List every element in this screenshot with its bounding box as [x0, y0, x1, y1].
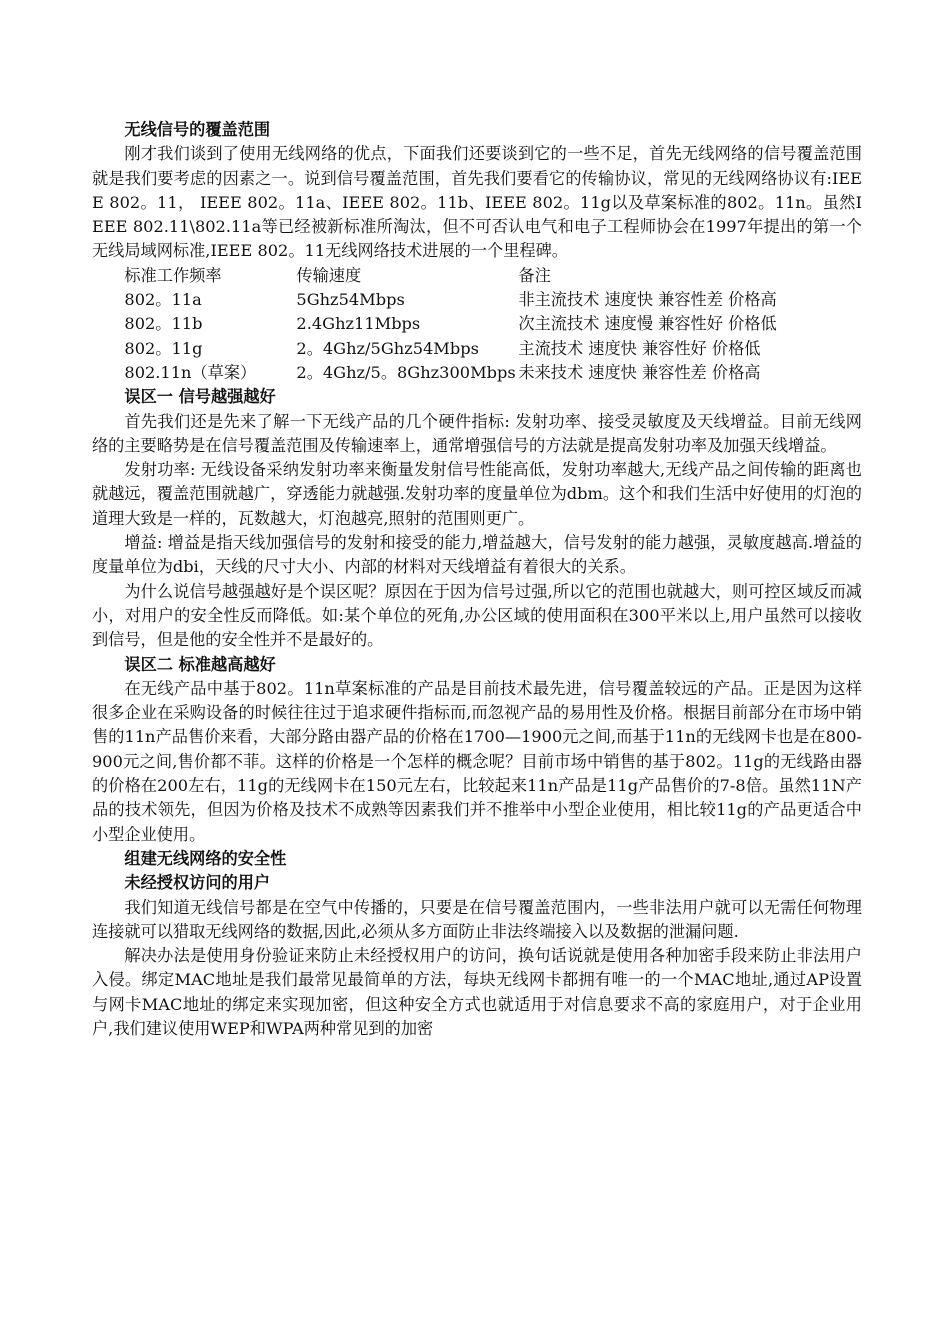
table-row	[124, 337, 848, 361]
table-cell: 802。11b	[124, 314, 203, 334]
section-heading-unauthorized-users: 未经授权访问的用户	[124, 873, 271, 893]
table-cell: 2.4Ghz11Mbps	[296, 314, 421, 334]
table-header-notes: 备注	[518, 265, 551, 285]
table-row	[124, 361, 848, 385]
document-page	[92, 118, 862, 1041]
section-heading-myth-one: 误区一 信号越强越好	[124, 387, 276, 407]
table-header-speed: 传输速度	[296, 265, 362, 285]
table-cell: 2。4Ghz/5Ghz54Mbps	[296, 338, 479, 358]
table-cell: 802.11n（草案）	[124, 362, 257, 382]
table-header-row	[124, 264, 848, 288]
paragraph-transmit-power: 发射功率: 无线设备采纳发射功率来衡量发射信号性能高低，发射功率越大,无线产品之间传输的距离也就越远，覆盖范围就越广，穿透能力就越强.发射功率的度量单位为dbm。这个和我们生活中好使用的灯泡的道理大致是一样的，瓦数越大，灯泡越亮,照射的范围则更广。	[92, 460, 862, 528]
paragraph-unauthorized-solution: 解决办法是使用身份验证来防止未经授权用户的访问，换句话说就是使用各种加密手段来防止非法用户入侵。绑定MAC地址是我们最常见最简单的方法，每块无线网卡都拥有唯一的一个MAC地址,通过AP设置与网卡MAC地址的绑定来实现加密，但这种安全方式也就适用于对信息要求不高的家庭用户，对于企业用户,我们建议使用WEP和WPA两种常见到的加密	[92, 946, 862, 1038]
table-cell: 5Ghz54Mbps	[296, 290, 405, 310]
section-heading-myth-two: 误区二 标准越高越好	[124, 654, 276, 674]
table-cell: 802。11a	[124, 290, 202, 310]
section-heading-security: 组建无线网络的安全性	[124, 848, 287, 868]
paragraph-unauthorized-intro: 我们知道无线信号都是在空气中传播的，只要是在信号覆盖范围内，一些非法用户就可以无需任何物理连接就可以猎取无线网络的数据,因此,必须从多方面防止非法终端接入以及数据的泄漏问题.	[92, 897, 862, 941]
paragraph-myth-one-reason: 为什么说信号越强越好是个误区呢？原因在于因为信号过强,所以它的范围也就越大，则可控区域反而减小，对用户的安全性反而降低。如:某个单位的死角,办公区域的使用面积在300平米以上,用户虽然可以接收到信号，但是他的安全性并不是最好的。	[92, 581, 862, 650]
paragraph-coverage: 刚才我们谈到了使用无线网络的优点，下面我们还要谈到它的一些不足，首先无线网络的信号覆盖范围就是我们要考虑的因素之一。说到信号覆盖范围，首先我们要看它的传输协议，常见的无线网络协议有:IEEE 802。11， IEEE 802。11a、IEEE 802。11b、IEEE 802。11g以及草案标准的802。11n。虽然IEEE 802.11\802.11a等已经被新标准所淘汰，但不可否认电气和电子工程师协会在1997年提出的第一个无线局域网标准,IEEE 802。11无线网络技术进展的一个里程碑。	[92, 144, 862, 261]
table-header-frequency: 标准工作频率	[124, 265, 222, 285]
table-cell: 802。11g	[124, 338, 203, 358]
paragraph-myth-two: 在无线产品中基于802。11n草案标准的产品是目前技术最先进，信号覆盖较远的产品。正是因为这样很多企业在采购设备的时候往往过于追求硬件指标而,而忽视产品的易用性及价格。根据目前部分在市场中销售的11n产品售价来看，大部分路由器产品的价格在1700—1900元之间,而基于11n的无线网卡也是在800-900元之间,售价都不菲。这样的价格是一个怎样的概念呢？目前市场中销售的基于802。11g的无线路由器的价格在200左右，11g的无线网卡在150元左右，比较起来11n产品是11g产品售价的7-8倍。虽然11N产品的技术领先，但因为价格及技术不成熟等因素我们并不推举中小型企业使用，相比较11g的产品更适合中小型企业使用。	[92, 678, 862, 844]
table-row	[124, 312, 848, 336]
standards-table	[124, 264, 848, 385]
table-cell: 主流技术 速度快 兼容性好 价格低	[518, 338, 761, 358]
table-row	[124, 288, 848, 312]
table-cell: 次主流技术 速度慢 兼容性好 价格低	[518, 314, 777, 334]
section-heading-coverage: 无线信号的覆盖范围	[124, 120, 271, 139]
paragraph-myth-one-intro: 首先我们还是先来了解一下无线产品的几个硬件指标: 发射功率、接受灵敏度及天线增益。目前无线网络的主要略势是在信号覆盖范围及传输速率上，通常增强信号的方法就是提高发射功率及加强天线增益。	[92, 411, 862, 455]
table-cell: 非主流技术 速度快 兼容性差 价格高	[518, 290, 777, 310]
paragraph-gain: 增益: 增益是指天线加强信号的发射和接受的能力,增益越大，信号发射的能力越强，灵敏度越高.增益的度量单位为dbi，天线的尺寸大小、内部的材料对天线增益有着很大的关系。	[92, 533, 862, 577]
table-cell: 未来技术 速度快 兼容性差 价格高	[518, 362, 761, 382]
table-cell: 2。4Ghz/5。8Ghz300Mbps	[296, 362, 516, 382]
